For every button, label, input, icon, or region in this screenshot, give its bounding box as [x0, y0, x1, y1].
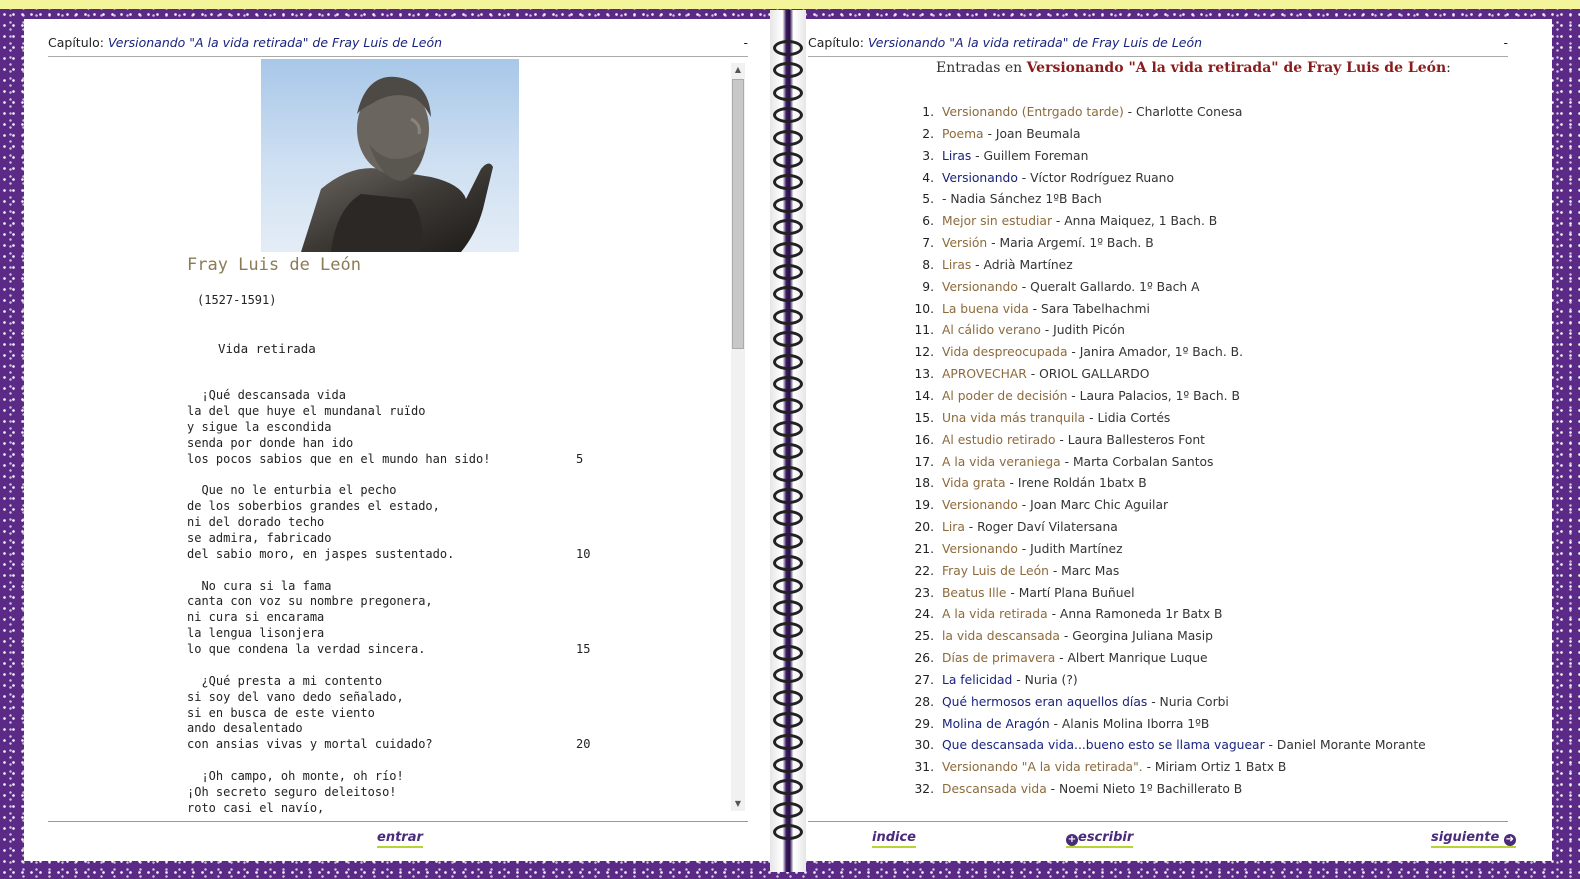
spiral-ring-icon [773, 578, 803, 594]
poem-line-text: ando desalentado [187, 721, 303, 736]
entry-title-link[interactable]: Versionando [942, 541, 1022, 556]
entry-number: 7. [922, 236, 934, 251]
entry-number: 30. [914, 738, 934, 753]
poem-line [187, 388, 647, 404]
poem-line [187, 404, 647, 420]
poem-line-text: lo que condena la verdad sincera. [187, 642, 426, 657]
entry-number: 16. [914, 432, 934, 447]
entry-number: 32. [914, 782, 934, 797]
arrow-right-circle-icon: ➜ [1505, 834, 1515, 845]
entries-heading [936, 60, 1451, 76]
entry-author: - Guillem Foreman [971, 148, 1089, 163]
entry-item [906, 386, 1506, 408]
entry-title-link[interactable]: Descansada vida [942, 782, 1047, 797]
spiral-ring-icon [773, 824, 803, 840]
poem-line [187, 626, 647, 642]
poem-scroll-area[interactable] [48, 59, 748, 819]
poet-name: Fray Luis de León [187, 255, 361, 275]
entry-author: - Lidia Cortés [1085, 410, 1171, 425]
entry-author: - Roger Daví Vilatersana [964, 520, 1118, 535]
poem-line-text: si en busca de este viento [187, 705, 375, 720]
spiral-ring-icon [773, 555, 803, 571]
spiral-binding [770, 10, 806, 872]
chapter-label: Capítulo: [808, 35, 864, 50]
entry-title-link[interactable]: Liras [942, 257, 972, 272]
entry-body [942, 583, 1135, 605]
poem-line-text: Que no le enturbia el pecho [187, 483, 397, 498]
entry-body [942, 495, 1168, 517]
entry-body [942, 255, 1073, 277]
poet-dates: (1527-1591) [197, 293, 277, 307]
entry-author: - ORIOL GALLARDO [1026, 367, 1150, 382]
spiral-ring-icon [773, 757, 803, 773]
entry-author: - Joan Beumala [983, 126, 1081, 141]
poem-line-text: canta con voz su nombre pregonera, [187, 594, 433, 609]
entry-number: 29. [914, 716, 934, 731]
spiral-ring-icon [773, 242, 803, 258]
chapter-bar [48, 29, 748, 57]
spiral-ring-icon [773, 712, 803, 728]
entry-item [906, 102, 1506, 124]
poem-title: Vida retirada [218, 341, 316, 356]
entry-number: 12. [914, 345, 934, 360]
entry-title-link[interactable]: la vida descansada [942, 629, 1064, 644]
entry-item [906, 364, 1506, 386]
poem-line [187, 420, 647, 436]
poem-stanza [187, 579, 647, 658]
entry-title-link[interactable]: Lira [942, 520, 965, 535]
left-page [24, 19, 770, 861]
entry-title-link[interactable]: Qué hermosos eran aquellos días [942, 694, 1148, 709]
entry-number: 5. [922, 192, 934, 207]
entry-number: 22. [914, 563, 934, 578]
spiral-ring-icon [773, 779, 803, 795]
chapter-bar [808, 29, 1508, 57]
entry-item [906, 233, 1506, 255]
entry-body [942, 539, 1123, 561]
entry-title-link[interactable]: Mejor sin estudiar [942, 214, 1053, 229]
spiral-ring-icon [773, 309, 803, 325]
entry-item [906, 714, 1506, 736]
spiral-ring-icon [773, 802, 803, 818]
indice-link[interactable]: indice [872, 830, 916, 848]
spiral-ring-icon [773, 174, 803, 190]
spiral-ring-icon [773, 667, 803, 683]
entry-item [906, 670, 1506, 692]
escribir-link[interactable] [1066, 830, 1133, 848]
poem-line [187, 674, 647, 690]
entry-title-link[interactable]: Versionando [942, 279, 1022, 294]
entry-title-link[interactable]: Vida grata [942, 476, 1006, 491]
entry-number: 17. [914, 454, 934, 469]
entry-body [942, 430, 1205, 452]
poem-line-text: de los soberbios grandes el estado, [187, 499, 440, 514]
scrollbar-thumb[interactable] [732, 79, 744, 349]
poem-line [187, 737, 647, 753]
entry-item [906, 648, 1506, 670]
right-page [806, 19, 1552, 861]
entry-item [906, 189, 1506, 211]
spiral-ring-icon [773, 600, 803, 616]
entry-author: - Anna Maiquez, 1 Bach. B [1052, 214, 1218, 229]
entry-body [942, 692, 1229, 714]
entry-title-link[interactable]: A la vida veraniega [942, 454, 1061, 469]
entry-title-link[interactable]: Poema [942, 126, 984, 141]
chapter-title[interactable]: Versionando "A la vida retirada" de Fray Luis de León [867, 35, 1203, 50]
poem-line-text: se admira, fabricado [187, 530, 332, 545]
entry-body [942, 757, 1286, 779]
entry-body [942, 277, 1200, 299]
entry-author: - Nadia Sánchez 1ºB Bach [942, 192, 1102, 207]
footer-divider [808, 821, 1508, 822]
entry-author: - Nuria (?) [1012, 672, 1078, 687]
entry-author: - Víctor Rodríguez Ruano [1021, 170, 1175, 185]
poem-line-text: ¡Oh secreto seguro deleitoso! [187, 784, 397, 799]
poem-line [187, 801, 647, 817]
entry-author: - Albert Manrique Luque [1055, 651, 1208, 666]
entry-body [942, 168, 1174, 190]
entry-body [942, 452, 1213, 474]
entry-number: 24. [914, 607, 934, 622]
chapter-dash: - [1503, 35, 1508, 50]
entry-item [906, 320, 1506, 342]
poem-line [187, 515, 647, 531]
poem-line-text: senda por donde han ido [187, 435, 354, 450]
scroll-down-arrow-icon[interactable]: ▼ [734, 799, 742, 808]
entry-author: - Noemi Nieto 1º Bachillerato B [1046, 782, 1243, 797]
entry-number: 21. [914, 541, 934, 556]
chapter-label: Capítulo: [48, 35, 104, 50]
spiral-ring-icon [773, 421, 803, 437]
entry-title-link[interactable]: APROVECHAR [942, 367, 1027, 382]
entry-body [942, 517, 1118, 539]
entry-body [942, 626, 1213, 648]
spiral-ring-icon [773, 690, 803, 706]
poem-line-text: ¿Qué presta a mi contento [187, 673, 383, 688]
entry-item [906, 342, 1506, 364]
entry-number: 15. [914, 410, 934, 425]
spiral-ring-icon [773, 152, 803, 168]
poem-line [187, 690, 647, 706]
entry-body [942, 386, 1240, 408]
entry-item [906, 757, 1506, 779]
entrar-link[interactable]: entrar [377, 830, 423, 848]
entry-author: - Laura Ballesteros Font [1055, 432, 1205, 447]
entry-body [942, 714, 1209, 736]
line-number: 20 [576, 737, 591, 752]
entry-title-link[interactable]: Vida despreocupada [942, 345, 1068, 360]
entry-author: - Laura Palacios, 1º Bach. B [1067, 388, 1240, 403]
poem-line [187, 785, 647, 801]
entry-author: - Georgina Juliana Masip [1063, 629, 1213, 644]
entry-title-link[interactable]: Liras [942, 148, 972, 163]
entry-item [906, 604, 1506, 626]
entry-body [942, 735, 1426, 757]
spiral-ring-icon [773, 197, 803, 213]
entry-author: - Janira Amador, 1º Bach. B. [1067, 345, 1243, 360]
entry-title-link[interactable]: A la vida retirada [942, 607, 1048, 622]
poem-line-text: con ansias vivas y mortal cuidado? [187, 737, 433, 752]
entry-author: - Adrià Martínez [971, 257, 1073, 272]
escribir-label: escribir [1078, 830, 1134, 845]
entry-item [906, 408, 1506, 430]
entry-title-link[interactable]: Beatus Ille [942, 585, 1007, 600]
entry-title-link[interactable]: Versionando "A la vida retirada". [942, 760, 1143, 775]
entry-body [942, 561, 1119, 583]
entry-number: 10. [914, 301, 934, 316]
entry-body [942, 211, 1217, 233]
entry-item [906, 299, 1506, 321]
entry-item [906, 168, 1506, 190]
entry-author: - Marc Mas [1048, 563, 1120, 578]
spiral-ring-icon [773, 645, 803, 661]
entry-author: - Irene Roldán 1batx B [1005, 476, 1147, 491]
entry-body [942, 146, 1088, 168]
entry-body [942, 320, 1125, 342]
entry-author: - Queralt Gallardo. 1º Bach A [1021, 279, 1200, 294]
entry-author: - Nuria Corbi [1147, 694, 1229, 709]
spiral-ring-icon [773, 85, 803, 101]
spiral-ring-icon [773, 622, 803, 638]
spiral-ring-icon [773, 488, 803, 504]
entry-number: 8. [922, 257, 934, 272]
spiral-ring-icon [773, 40, 803, 56]
entry-item [906, 779, 1506, 801]
entry-item [906, 452, 1506, 474]
entry-author: - Anna Ramoneda 1r Batx B [1047, 607, 1223, 622]
entry-number: 11. [914, 323, 934, 338]
entry-title-link[interactable]: Molina de Aragón [942, 716, 1050, 731]
entry-title-link[interactable]: Al estudio retirado [942, 432, 1056, 447]
entry-item [906, 539, 1506, 561]
entry-title-link[interactable]: Días de primavera [942, 651, 1056, 666]
entry-title-link[interactable]: Al cálido verano [942, 323, 1041, 338]
entry-item [906, 430, 1506, 452]
entry-body [942, 102, 1242, 124]
poem-line-text: si soy del vano dedo señalado, [187, 689, 404, 704]
poem-line [187, 436, 647, 452]
entry-title-link[interactable]: Que descansada vida...bueno esto se llama vaguear [942, 738, 1265, 753]
plus-circle-icon: + [1067, 834, 1077, 845]
entry-item [906, 124, 1506, 146]
spiral-ring-icon [773, 354, 803, 370]
poem-line [187, 642, 647, 658]
spiral-ring-icon [773, 130, 803, 146]
poem-line-text: ¡Qué descansada vida [187, 388, 346, 402]
entry-title-link[interactable]: Versionando [942, 170, 1022, 185]
poem-line-text: la del que huye el mundanal ruïdo [187, 403, 426, 418]
entry-item [906, 255, 1506, 277]
entry-body [942, 648, 1208, 670]
entry-title-link[interactable]: Versión [942, 236, 992, 251]
entry-body [942, 124, 1081, 146]
entry-body [942, 408, 1170, 430]
entry-body [942, 364, 1149, 386]
entry-number: 6. [922, 214, 934, 229]
poem-line [187, 499, 647, 515]
poem-stanza [187, 674, 647, 753]
entry-body [942, 604, 1222, 626]
entry-number: 19. [914, 498, 934, 513]
poem-body [187, 388, 647, 819]
poem-line-text: ¡Oh campo, oh monte, oh río! [187, 769, 404, 783]
entry-number: 27. [914, 672, 934, 687]
spiral-ring-icon [773, 107, 803, 123]
entry-item [906, 473, 1506, 495]
spiral-ring-icon [773, 734, 803, 750]
spiral-ring-icon [773, 331, 803, 347]
poem-stanza [187, 769, 647, 817]
entry-number: 9. [922, 279, 934, 294]
spiral-ring-icon [773, 533, 803, 549]
entry-item [906, 692, 1506, 714]
spiral-ring-icon [773, 264, 803, 280]
poem-line-text: ni cura si encarama [187, 610, 325, 625]
entry-item [906, 517, 1506, 539]
entry-number: 2. [922, 126, 934, 141]
entry-body [942, 233, 1154, 255]
entry-title-link[interactable]: La buena vida [942, 301, 1029, 316]
entry-title-link[interactable]: La felicidad [942, 672, 1013, 687]
entry-number: 28. [914, 694, 934, 709]
entry-item [906, 146, 1506, 168]
scroll-up-arrow-icon[interactable]: ▲ [734, 65, 742, 74]
entry-author: - Judith Martínez [1021, 541, 1123, 556]
entry-author: - Martí Plana Buñuel [1006, 585, 1135, 600]
entries-list [906, 102, 1506, 801]
chapter-dash: - [743, 35, 748, 50]
entry-author: - Judith Picón [1040, 323, 1125, 338]
siguiente-label: siguiente [1431, 830, 1500, 845]
entry-body [942, 473, 1147, 495]
line-number: 10 [576, 546, 591, 561]
entry-body [942, 342, 1243, 364]
entry-number: 20. [914, 520, 934, 535]
entries-heading-prefix: Entradas en [936, 60, 1027, 76]
entry-number: 31. [914, 760, 934, 775]
entry-author: - Miriam Ortiz 1 Batx B [1142, 760, 1287, 775]
entry-number: 26. [914, 651, 934, 666]
entry-item [906, 583, 1506, 605]
line-number: 5 [576, 451, 584, 466]
spiral-ring-icon [773, 398, 803, 414]
spiral-ring-icon [773, 286, 803, 302]
poet-portrait-image [261, 59, 519, 252]
entry-number: 23. [914, 585, 934, 600]
entry-item [906, 277, 1506, 299]
poem-line-text: los pocos sabios que en el mundo han sido! [187, 451, 491, 466]
poem-line-text: la lengua lisonjera [187, 626, 325, 641]
entry-author: - Daniel Morante Morante [1264, 738, 1426, 753]
entry-number: 14. [914, 388, 934, 403]
chapter-title[interactable]: Versionando "A la vida retirada" de Fray Luis de León [107, 35, 443, 50]
entry-number: 4. [922, 170, 934, 185]
spiral-ring-icon [773, 376, 803, 392]
poem-line-text: y sigue la escondida [187, 419, 332, 434]
poem-line [187, 706, 647, 722]
poem-line [187, 483, 647, 499]
entry-author: - Alanis Molina Iborra 1ºB [1049, 716, 1210, 731]
footer-divider [48, 821, 748, 822]
spiral-ring-icon [773, 219, 803, 235]
entry-number: 3. [922, 148, 934, 163]
entry-body [942, 299, 1150, 321]
poem-line [187, 531, 647, 547]
entry-author: - Maria Argemí. 1º Bach. B [991, 236, 1154, 251]
poem-line-text: del sabio moro, en jaspes sustentado. [187, 546, 455, 561]
poem-line [187, 594, 647, 610]
entry-title-link[interactable]: Fray Luis de León [942, 563, 1049, 578]
poem-line [187, 721, 647, 737]
entries-heading-book: Versionando "A la vida retirada" de Fray Luis de León [1026, 60, 1447, 76]
spiral-ring-icon [773, 62, 803, 78]
siguiente-link[interactable] [1431, 830, 1516, 848]
poem-line [187, 547, 647, 563]
line-number: 15 [576, 642, 591, 657]
poem-scrollbar[interactable] [731, 63, 745, 811]
entry-title-link[interactable]: Al poder de decisión [942, 388, 1068, 403]
spiral-ring-icon [773, 466, 803, 482]
entry-number: 18. [914, 476, 934, 491]
poem-line-text: roto casi el navío, [187, 800, 325, 815]
poem-line [187, 579, 647, 595]
entry-number: 1. [922, 105, 934, 119]
poem-stanza [187, 388, 647, 467]
entry-body [942, 189, 1102, 211]
poem-line-text: ni del dorado techo [187, 515, 325, 530]
entry-author: - Sara Tabelhachmi [1028, 301, 1150, 316]
spiral-ring-icon [773, 510, 803, 526]
entry-title-link[interactable]: Versionando (Entrgado tarde) [942, 105, 1124, 119]
poem-line-text: No cura si la fama [187, 578, 332, 593]
entry-author: - Charlotte Conesa [1123, 105, 1243, 119]
entry-item [906, 495, 1506, 517]
entry-item [906, 735, 1506, 757]
entry-author: - Joan Marc Chic Aguilar [1021, 498, 1169, 513]
entry-title-link[interactable]: Una vida más tranquila [942, 410, 1086, 425]
spiral-ring-icon [773, 443, 803, 459]
entry-title-link[interactable]: Versionando [942, 498, 1022, 513]
poem-line [187, 610, 647, 626]
entry-body [942, 670, 1078, 692]
entries-heading-suffix: : [1446, 60, 1451, 76]
entry-author: - Marta Corbalan Santos [1060, 454, 1214, 469]
entry-item [906, 626, 1506, 648]
entry-item [906, 561, 1506, 583]
poem-line [187, 769, 647, 785]
poem-line [187, 452, 647, 468]
entry-number: 13. [914, 367, 934, 382]
entry-item [906, 211, 1506, 233]
poem-stanza [187, 483, 647, 562]
entry-number: 25. [914, 629, 934, 644]
entry-body [942, 779, 1242, 801]
